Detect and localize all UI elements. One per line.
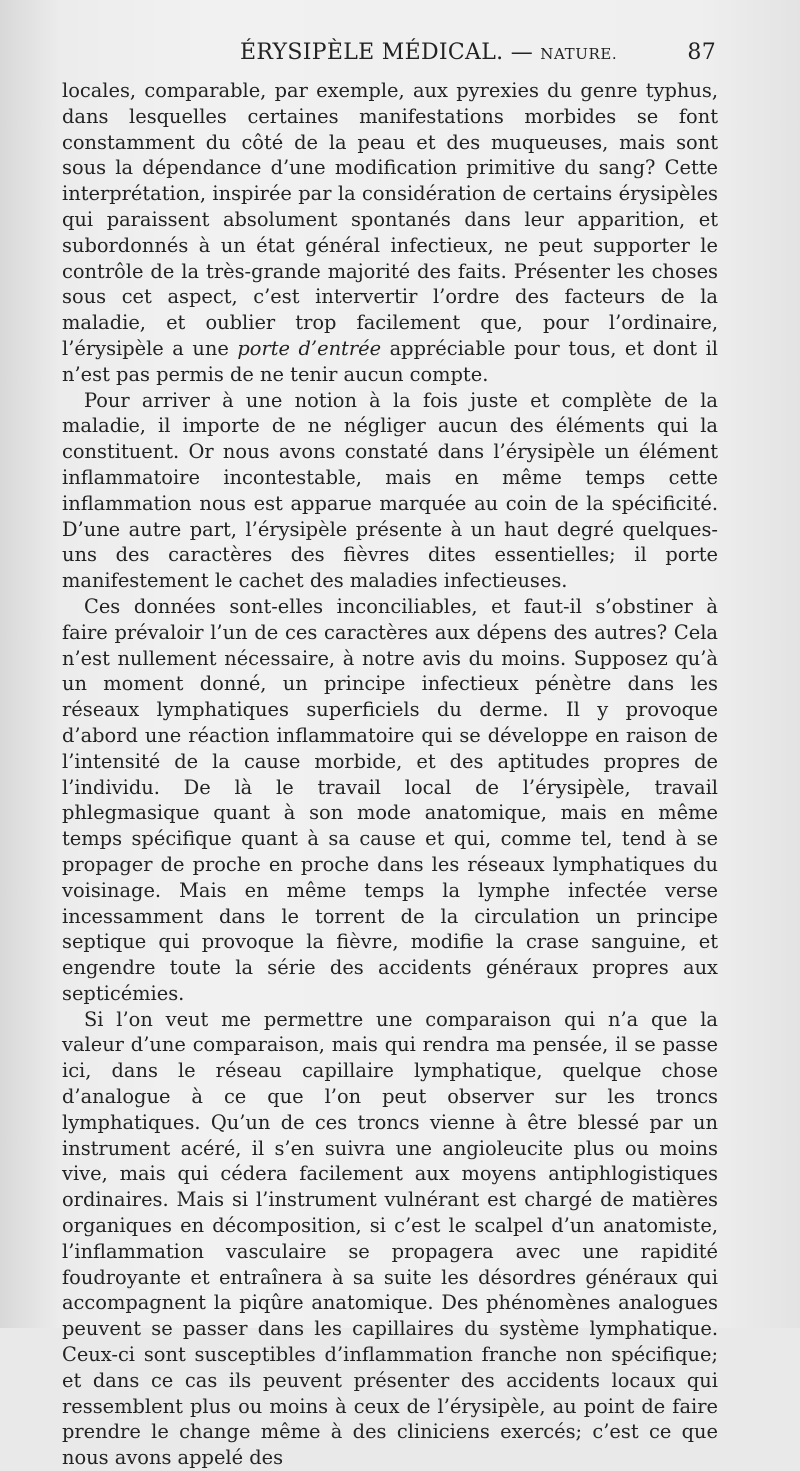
paragraph: Si l’on veut me permettre une comparaison qui n’a que la valeur d’une comparaison, mais qui rendra ma pensée, il se passe ici, dans le réseau capillaire lymphatique, quelque chose d’analogue à ce que l’on peut observer sur les troncs lymphatiques. Qu’un de ces troncs vienne à être blessé par un instrument acéré, il s’en suivra une angioleucite plus ou moins vive, mais qui cédera facilement aux moyens antiphlogistiques ordinaires. Mais si l’instrument vulnérant est chargé de matières organiques en décomposition, si c’est le scalpel d’un anatomiste, l’inflammation vasculaire se propagera avec une rapidité foudroyante et entraînera à sa suite les désordres généraux qui accompagnent la piqûre anatomique. Des phénomènes analogues peuvent se passer dans les capillaires du système lymphatique. Ceux-ci sont susceptibles d’inflammation franche non spécifique; et dans ce cas ils peuvent présenter des accidents locaux qui ressemblent plus ou moins à ceux de l’érysipèle, au point de faire prendre le change même à des cliniciens exercés; c’est ce que nous avons appelé des bbox=[62, 1007, 718, 1470]
running-head-title: ÉRYSIPÈLE MÉDICAL. — bbox=[240, 40, 533, 65]
running-head bbox=[240, 40, 617, 65]
paragraph: locales, comparable, par exemple, aux pyrexies du genre typhus, dans lesquelles certaines manifestations morbides se font constamment du côté de la peau et des muqueuses, mais sont sous la dépendance d’une modification primitive du sang? Cette interprétation, inspirée par la considération de certains érysipèles qui paraissent absolument spontanés dans leur apparition, et subordonnés à un état général infectieux, ne peut supporter le contrôle de la très-grande majorité des faits. Présenter les choses sous cet aspect, c’est intervertir l’ordre des facteurs de la maladie, et oublier trop facilement que, pour l’ordinaire, l’érysipèle a une porte d’entrée appréciable pour tous, et dont il n’est pas permis de ne tenir aucun compte. bbox=[62, 79, 719, 386]
body-text bbox=[62, 78, 718, 1471]
paragraph: Pour arriver à une notion à la fois juste et complète de la maladie, il importe de ne négliger aucun des éléments qui la constituent. Or nous avons constaté dans l’érysipèle un élément inflammatoire incontestable, mais en même temps cette inflammation nous est apparue marquée au coin de la spécificité. D’une autre part, l’érysipèle présente à un haut degré quelques-uns des caractères des fièvres dites essentielles; il porte manifestement le cachet des maladies infectieuses. bbox=[62, 388, 718, 593]
italic-phrase: porte d’entrée bbox=[237, 336, 382, 360]
page-header bbox=[62, 40, 716, 74]
running-head-section: NATURE. bbox=[540, 45, 618, 63]
page-number: 87 bbox=[687, 40, 716, 65]
paragraph: Ces données sont-elles inconciliables, et faut-il s’obstiner à faire prévaloir l’un de ces caractères aux dépens des autres? Cela n’est nullement nécessaire, à notre avis du moins. Supposez qu’à un moment donné, un principe infectieux pénètre dans les réseaux lymphatiques superficiels du derme. Il y provoque d’abord une réaction inflammatoire qui se développe en raison de l’intensité de la cause morbide, et des aptitudes propres de l’individu. De là le travail local de l’érysipèle, travail phlegmasique quant à son mode anatomique, mais en même temps spécifique quant à sa cause et qui, comme tel, tend à se propager de proche en proche dans les réseaux lymphatiques du voisinage. Mais en même temps la lymphe infectée verse incessamment dans le torrent de la circulation un principe septique qui provoque la fièvre, modifie la crase sanguine, et engendre toute la série des accidents généraux propres aux septicémies. bbox=[62, 594, 718, 1005]
